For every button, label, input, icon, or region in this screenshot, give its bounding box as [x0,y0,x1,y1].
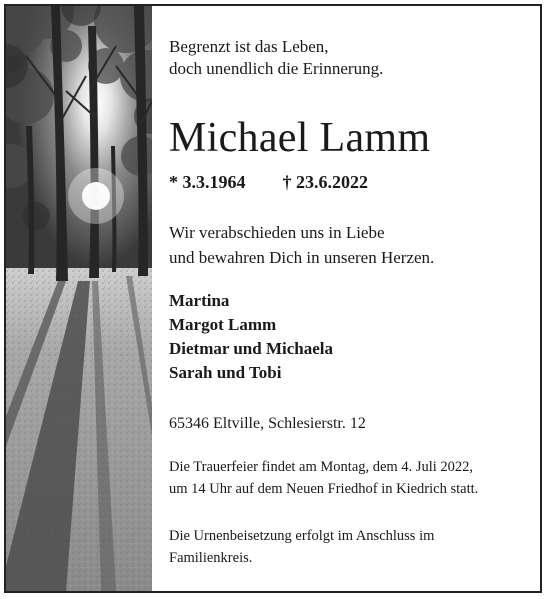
farewell-line-2: und bewahren Dich in unseren Herzen. [169,248,435,267]
ceremony-line-1: Die Trauerfeier findet am Montag, dem 4. Juli 2022, [169,459,474,475]
birth-symbol: * [169,172,178,192]
mourner-name: Martina [169,291,230,310]
mourners-list [169,289,333,385]
mourner-name: Sarah und Tobi [169,363,282,382]
obituary-frame [4,4,542,593]
ceremony-line-2: um 14 Uhr auf dem Neuen Friedhof in Kiedrich statt. [169,481,479,497]
mourner-name: Margot Lamm [169,315,277,334]
tree-photo [6,6,152,591]
obituary-text [169,6,540,591]
urn-line-1: Die Urnenbeisetzung erfolgt im Anschluss im [169,528,435,544]
urn-line-2: Familienkreis. [169,550,253,566]
ceremony-notice [169,456,478,500]
death-date: 23.6.2022 [296,172,368,192]
family-address: 65346 Eltville, Schlesierstr. 12 [169,415,366,432]
urn-burial-notice [169,525,434,569]
farewell-line-1: Wir verabschieden uns in Liebe [169,223,385,242]
life-dates [169,170,368,194]
memorial-quote [169,36,383,80]
quote-line-2: doch unendlich die Erinnerung. [169,59,384,78]
quote-line-1: Begrenzt ist das Leben, [169,37,329,56]
death-cross-icon: † [282,172,292,192]
farewell-text [169,220,434,270]
mourner-name: Dietmar und Michaela [169,339,334,358]
birth-date: 3.3.1964 [182,172,246,192]
deceased-name: Michael Lamm [169,115,431,161]
